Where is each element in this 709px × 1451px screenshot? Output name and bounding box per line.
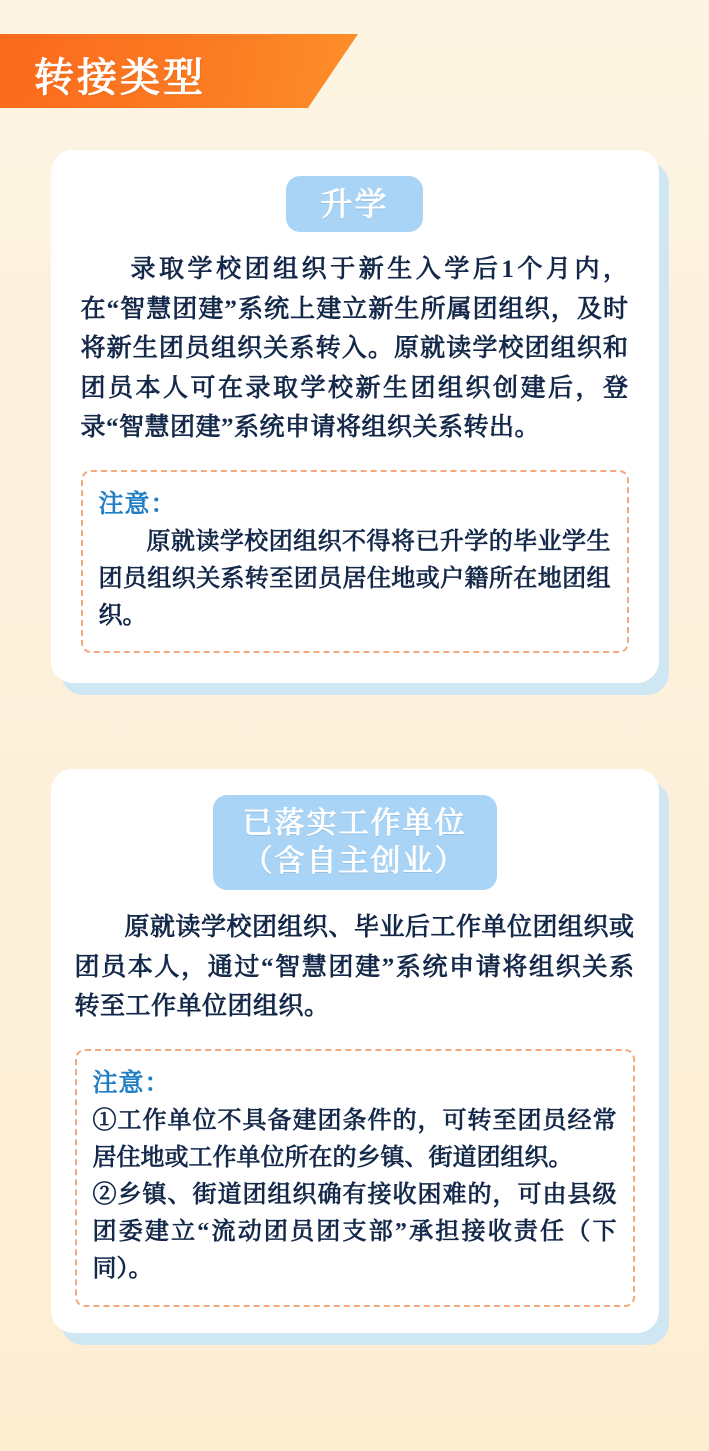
note-body xyxy=(99,524,611,636)
note-line: ①工作单位不具备建团条件的，可转至团员经常居住地或工作单位所在的乡镇、街道团组织。 xyxy=(92,1107,617,1171)
section-body-text: 原就读学校团组织、毕业后工作单位团组织或团员本人，通过“智慧团建”系统申请将组织关系转至工作单位团组织。 xyxy=(74,914,635,1021)
section-label-enrollment: 升学 xyxy=(286,176,422,232)
note-line: ②乡镇、街道团组织确有接收困难的，可由县级团委建立“流动团员团支部”承担接收责任（下同）。 xyxy=(92,1181,617,1283)
section-body-enrollment xyxy=(81,250,629,448)
note-body xyxy=(93,1103,617,1289)
page-header xyxy=(0,34,709,108)
section-body-employment xyxy=(75,908,635,1027)
section-label-employment xyxy=(213,795,497,890)
note-box-enrollment xyxy=(81,470,629,654)
note-title: 注意： xyxy=(92,1069,171,1097)
section-label-line1: 已落实工作单位 xyxy=(242,807,467,841)
section-card-enrollment xyxy=(51,150,659,683)
section-label-wrap xyxy=(81,176,629,232)
note-title: 注意： xyxy=(98,490,177,518)
section-label-line2: （含自主创业） xyxy=(242,844,467,878)
page-title: 转接类型 xyxy=(34,55,206,100)
section-label-wrap xyxy=(75,795,635,890)
section-card-employment xyxy=(51,769,659,1332)
note-box-employment xyxy=(75,1049,635,1307)
section-body-text: 录取学校团组织于新生入学后1个月内，在“智慧团建”系统上建立新生所属团组织，及时将新生团员组织关系转入。原就读学校团组织和团员本人可在录取学校新生团组织创建后，登录“智慧团建”系统申请将组织关系转出。 xyxy=(80,256,629,441)
note-line: 原就读学校团组织不得将已升学的毕业学生团员组织关系转至团员居住地或户籍所在地团组织。 xyxy=(98,528,611,629)
